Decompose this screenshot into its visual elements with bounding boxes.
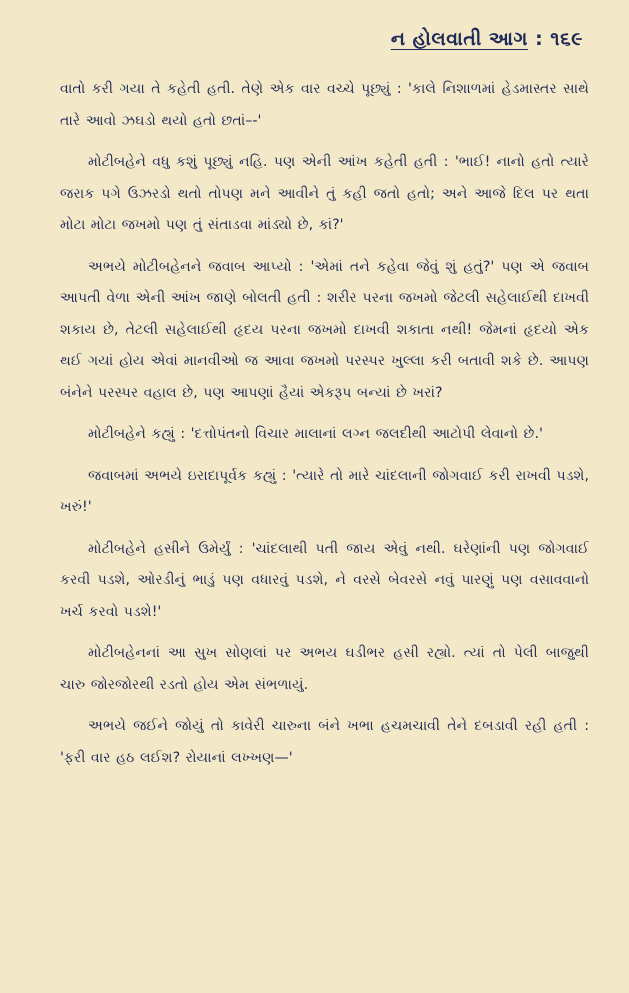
paragraph-2: મોટીબહેને વધુ કશું પૂછ્યું નહિ. પણ એની આંખ કહેતી હતી : 'ભાઈ! નાનો હતો ત્યારે જરાક પગે ઉઝરડો થતો તોપણ મને આવીને તું કહી જતો હતો; અને આજે દિલ પર થતા મોટા મોટા જખમો પણ તું સંતાડવા માંડ્યો છે, કાં?' [60, 154, 589, 233]
page-number: ૧૬૯ [550, 28, 583, 50]
running-head [60, 28, 589, 50]
paragraph-1: વાતો કરી ગયા તે કહેતી હતી. તેણે એક વાર વચ્ચે પૂછ્યું : 'કાલે નિશાળમાં હેડમાસ્તર સાથે તારે આવો ઝઘડો થયો હતો છતાં–-' [60, 81, 589, 129]
paragraph-6: મોટીબહેને હસીને ઉમેર્યું : 'ચાંદલાથી પતી જાય એવું નથી. ઘરેણાંની પણ જોગવાઈ કરવી પડશે, ઓરડીનું ભાડું પણ વધારવું પડશે, ને વરસે બેવરસે નવું પારણું પણ વસાવવાનો ખર્ચ કરવો પડશે!' [60, 540, 589, 620]
paragraph-7: મોટીબહેનનાં આ સુખ સોણલાં પર અભય ઘડીભર હસી રહ્યો. ત્યાં તો પેલી બાજુથી ચારુ જોરજોરથી રડતો હોય એમ સંભળાયું. [60, 645, 589, 693]
paragraph-4: મોટીબહેને કહ્યું : 'દત્તોપંતનો વિચાર માલાનાં લગ્ન જલદીથી આટોપી લેવાનો છે.' [88, 426, 543, 442]
book-title: ન હોલવાતી આગ [390, 28, 528, 50]
paragraph-5: જવાબમાં અભયે ઇરાદાપૂર્વક કહ્યું : 'ત્યારે તો મારે ચાંદલાની જોગવાઈ કરી રાખવી પડશે, ખરું!' [60, 467, 589, 515]
paragraph-8: અભયે જઈને જોયું તો કાવેરી ચારુના બંને ખભા હચમચાવી તેને દબડાવી રહી હતી : 'ફરી વાર હઠ લઈશ? રોયાનાં લખ્ખણ—' [60, 718, 589, 766]
header-separator: : [535, 28, 544, 50]
body-text [60, 74, 589, 774]
paragraph-3: અભયે મોટીબહેનને જવાબ આપ્યો : 'એમાં તને કહેવા જેવું શું હતું?' પણ એ જવાબ આપતી વેળા એની આંખ જાણે બોલતી હતી : શરીર પરના જખમો જેટલી સહેલાઈથી દાખવી શકાય છે, તેટલી સહેલાઈથી હૃદય પરના જખમો દાખવી શકાતા નથી! જેમનાં હૃદયો એક થઈ ગયાં હોય એવાં માનવીઓ જ આવા જખમો પરસ્પર ખુલ્લા કરી બતાવી શકે છે. આપણ બંનેને પરસ્પર વહાલ છે, પણ આપણાં હૈયાં એકરૂપ બન્યાં છે ખરાં? [60, 258, 589, 401]
